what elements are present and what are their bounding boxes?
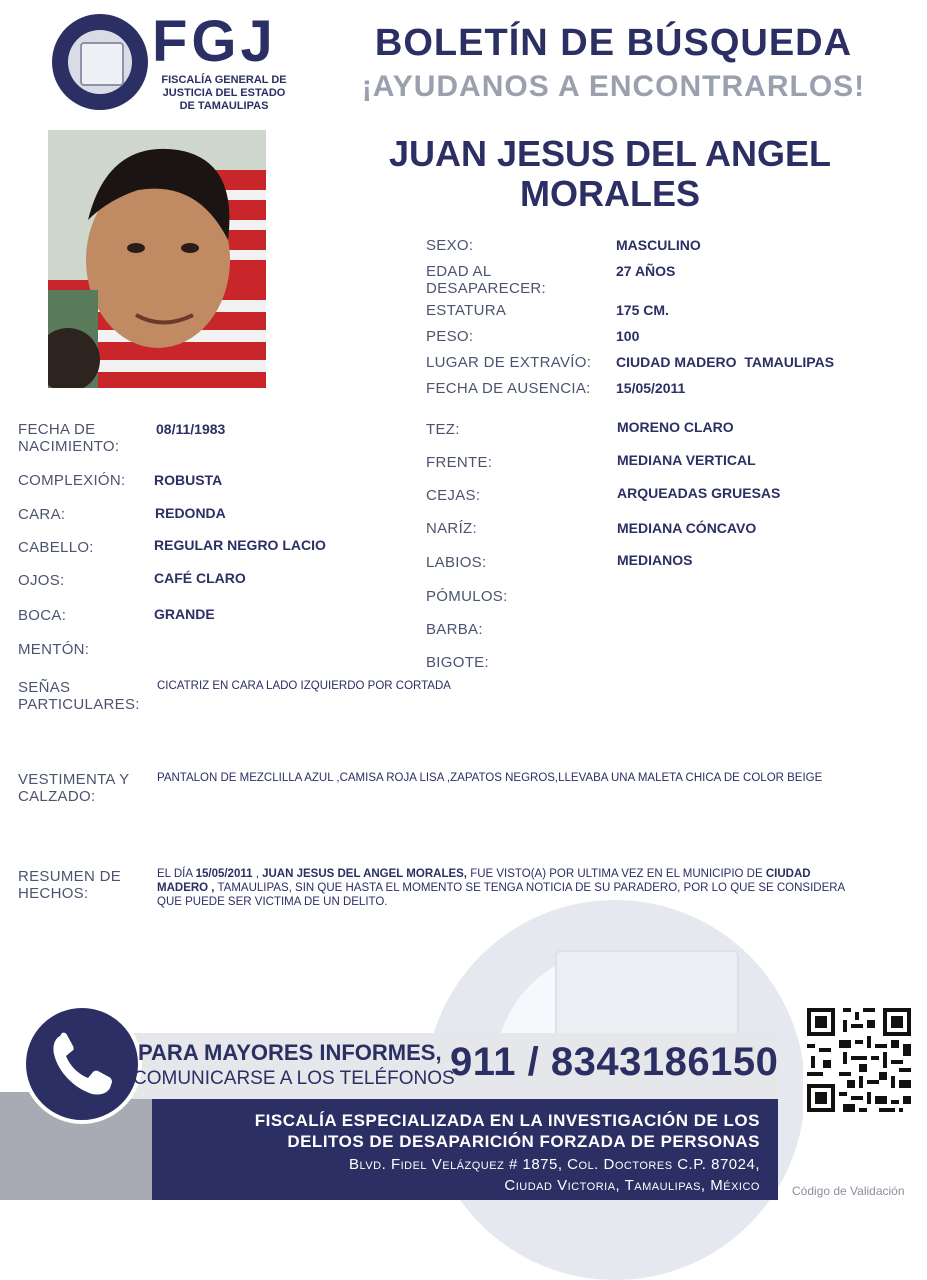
more-info-line1: PARA MAYORES INFORMES, — [138, 1040, 442, 1065]
cejas-value: ARQUEADAS GRUESAS — [617, 485, 781, 501]
estatura-label: ESTATURA — [426, 302, 507, 319]
sexo-label: SEXO: — [426, 237, 474, 254]
tez-label: TEZ: — [426, 421, 460, 438]
logo-text: FGJ — [152, 9, 277, 74]
more-info-line2: COMUNICARSE A LOS TELÉFONOS — [133, 1068, 455, 1089]
fecha-ausencia-value: 15/05/2011 — [616, 380, 686, 396]
estatura-value: 175 CM. — [616, 302, 669, 318]
fecha-nacimiento-value: 08/11/1983 — [156, 421, 226, 437]
bigote-label: BIGOTE: — [426, 654, 489, 671]
cabello-value: REGULAR NEGRO LACIO — [154, 537, 326, 553]
vestimenta-value: PANTALON DE MEZCLILLA AZUL ,CAMISA ROJA LISA ,ZAPATOS NEGROS,LLEVABA UNA MALETA CHICA DE COLOR BEIGE — [157, 772, 823, 784]
pomulos-label: PÓMULOS: — [426, 588, 508, 605]
boca-value: GRANDE — [154, 606, 215, 622]
resumen-value: EL DÍA 15/05/2011 , JUAN JESUS DEL ANGEL MORALES, FUE VISTO(A) POR ULTIMA VEZ EN EL MUNICIPIO DE CIUDAD MADERO , TAMAULIPAS, SIN QUE HASTA EL MOMENTO SE TENGA NOTICIA DE SU PARADERO, POR LO QUE SE CONSIDERA QUE PUEDE SER VICTIMA DE UN DELITO. — [157, 868, 845, 908]
complexion-label: COMPLEXIÓN: — [18, 472, 126, 489]
bulletin-title: BOLETÍN DE BÚSQUEDA — [374, 22, 853, 64]
person-photo — [48, 130, 266, 388]
fecha-ausencia-label: FECHA DE AUSENCIA: — [426, 380, 591, 397]
cara-value: REDONDA — [155, 505, 226, 521]
bulletin-subtitle: ¡AYUDANOS A ENCONTRARLOS! — [361, 70, 866, 103]
lugar-label: LUGAR DE EXTRAVÍO: — [426, 354, 592, 371]
senas-value: CICATRIZ EN CARA LADO IZQUIERDO POR CORTADA — [157, 680, 451, 692]
complexion-value: ROBUSTA — [154, 472, 223, 488]
senas-label: SEÑAS PARTICULARES: — [18, 679, 140, 713]
frente-label: FRENTE: — [426, 454, 493, 471]
labios-value: MEDIANOS — [617, 552, 693, 568]
peso-label: PESO: — [426, 328, 474, 345]
validation-code-label: Código de Validación — [792, 1184, 905, 1198]
office-address: Blvd. Fidel Velázquez # 1875, Col. Doctores C.P. 87024, Ciudad Victoria, Tamaulipas, México — [349, 1156, 760, 1194]
fgj-seal-icon — [52, 14, 148, 110]
phone-icon — [22, 1004, 142, 1124]
tez-value: MORENO CLARO — [617, 419, 734, 435]
cejas-label: CEJAS: — [426, 487, 481, 504]
lugar-value: CIUDAD MADERO TAMAULIPAS — [616, 354, 835, 370]
cabello-label: CABELLO: — [18, 539, 94, 556]
ojos-value: CAFÉ CLARO — [154, 570, 246, 586]
person-name: JUAN JESUS DEL ANGEL MORALES — [388, 133, 832, 214]
ojos-label: OJOS: — [18, 572, 65, 589]
qr-code-icon[interactable] — [803, 1004, 915, 1116]
frente-value: MEDIANA VERTICAL — [617, 452, 756, 468]
nariz-value: MEDIANA CÓNCAVO — [617, 520, 757, 536]
labios-label: LABIOS: — [426, 554, 487, 571]
edad-label: EDAD AL DESAPARECER: — [426, 263, 547, 297]
fecha-nacimiento-label: FECHA DE NACIMIENTO: — [18, 421, 120, 455]
peso-value: 100 — [616, 328, 640, 344]
resumen-label: RESUMEN DE HECHOS: — [18, 868, 122, 902]
logo-subtitle: FISCALÍA GENERAL DE JUSTICIA DEL ESTADO DE TAMAULIPAS — [161, 74, 287, 112]
cara-label: CARA: — [18, 506, 66, 523]
nariz-label: NARÍZ: — [426, 520, 477, 537]
edad-value: 27 AÑOS — [616, 263, 676, 279]
barba-label: BARBA: — [426, 621, 483, 638]
menton-label: MENTÓN: — [18, 641, 90, 658]
boca-label: BOCA: — [18, 607, 67, 624]
office-name: FISCALÍA ESPECIALIZADA EN LA INVESTIGACIÓN DE LOS DELITOS DE DESAPARICIÓN FORZADA DE PERSONAS — [254, 1111, 760, 1151]
vestimenta-label: VESTIMENTA Y CALZADO: — [18, 771, 130, 805]
phone-numbers[interactable]: 911 / 8343186150 — [450, 1040, 779, 1084]
sexo-value: MASCULINO — [616, 237, 701, 253]
